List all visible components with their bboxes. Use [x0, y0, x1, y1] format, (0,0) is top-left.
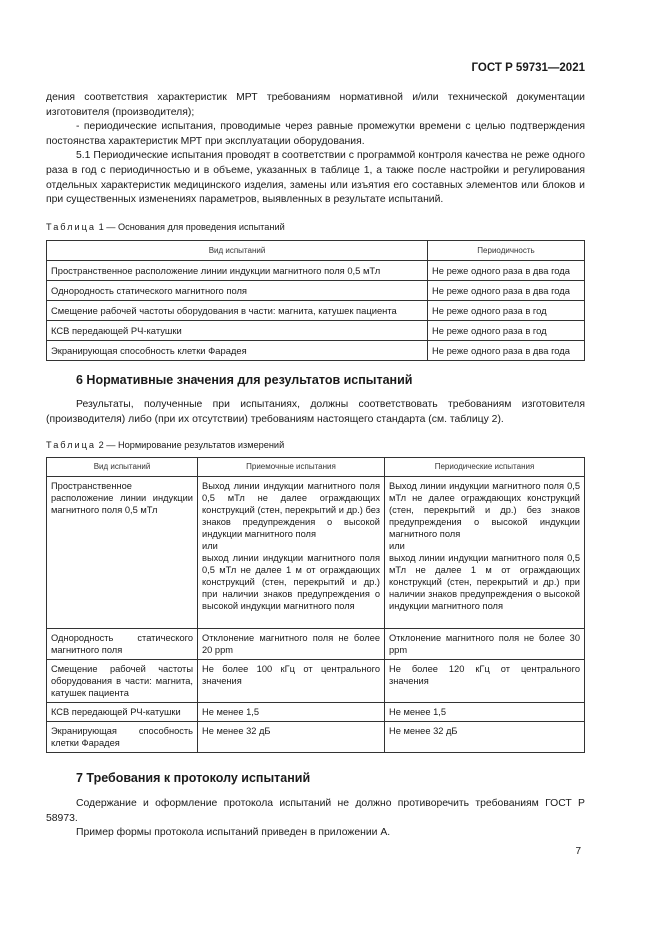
table-row: Однородность статического магнитного поля Отклонение магнитного поля не более 20 ppm Отклонение магнитного поля не более 30 ppm	[47, 628, 585, 659]
clause-5-1: 5.1 Периодические испытания проводят в соответствии с программой контроля качества не реже одного раза в год с периодичностью и в объеме, указанных в таблице 1, а также после настройки и регулирования отдельных характеристик медицинского изделия, замены или изъятия его составных элементов или блоков и при существенных изменениях параметров, выявленных в результате испытаний.	[46, 150, 585, 206]
section-7-paragraph-2: Пример формы протокола испытаний приведен в приложении А.	[76, 827, 391, 839]
table-row: Экранирующая способность клетки Фарадея Не реже одного раза в два года	[47, 340, 585, 360]
table1-caption: Таблица 1 — Основания для проведения испытаний	[46, 222, 285, 232]
table-row: Смещение рабочей частоты оборудования в части: магнита, катушек пациента Не более 100 кГц от центрального значения Не более 120 кГц от центрального значения	[47, 659, 585, 702]
table2-header-acceptance: Приемочные испытания	[198, 457, 385, 476]
section-7-title: 7 Требования к протоколу испытаний	[76, 771, 311, 785]
table-row: Однородность статического магнитного поля Не реже одного раза в два года	[47, 280, 585, 300]
intro-paragraph-2: - периодические испытания, проводимые через равные промежутки времени с целью подтверждения постоянства характеристик МРТ при эксплуатации оборудования.	[46, 121, 585, 147]
section-6-title: 6 Нормативные значения для результатов испытаний	[76, 373, 413, 387]
table-row: КСВ передающей РЧ-катушки Не реже одного раза в год	[47, 320, 585, 340]
table2-header-type: Вид испытаний	[47, 457, 198, 476]
table1-header-type: Вид испытаний	[47, 240, 428, 260]
table2-header-periodic: Периодические испытания	[385, 457, 585, 476]
table-2	[46, 457, 585, 753]
table2-caption: Таблица 2 — Нормирование результатов измерений	[46, 440, 285, 450]
table1-header-period: Периодичность	[428, 240, 585, 260]
section-7-paragraph-1: Содержание и оформление протокола испытаний не должно противоречить требованиям ГОСТ Р 58973.	[46, 798, 585, 824]
section-6-paragraph: Результаты, полученные при испытаниях, должны соответствовать требованиям изготовителя (производителя) либо (при их отсутствии) требованиям настоящего стандарта (см. таблицу 2).	[46, 399, 585, 425]
page-number: 7	[575, 846, 581, 857]
intro-paragraph-1: дения соответствия характеристик МРТ требованиям нормативной и/или технической документации изготовителя (производителя);	[46, 92, 585, 118]
table-row: Пространственное расположение линии индукции магнитного поля 0,5 мТл Выход линии индукции магнитного поля 0,5 мТл не далее ограждающих конструкций (стен, перекрытий и др.) без знаков предупреждения о высокой индукции магнитного поля или выход линии индукции магнитного поля 0,5 мТл не далее 1 м от ограждающих конструкций (стен, перекрытий и др.) при наличии знаков предупреждения о высокой индукции магнитного поля Выход линии индукции магнитного поля 0,5 мТл не далее ограждающих конструкций (стен, перекрытий и др.) без знаков предупреждения о высокой индукции магнитного поля или выход линии индукции магнитного поля 0,5 мТл не далее 1 м от ограждающих конструкций (стен, перекрытий и др.) при наличии знаков предупреждения о высокой индукции магнитного поля	[47, 476, 585, 628]
table-row: Смещение рабочей частоты оборудования в части: магнита, катушек пациента Не реже одного раза в год	[47, 300, 585, 320]
table-row: КСВ передающей РЧ-катушки Не менее 1,5 Не менее 1,5	[47, 702, 585, 721]
table-row: Пространственное расположение линии индукции магнитного поля 0,5 мТл Не реже одного раза в два года	[47, 260, 585, 280]
table-1	[46, 240, 585, 361]
table-row: Экранирующая способность клетки Фарадея Не менее 32 дБ Не менее 32 дБ	[47, 721, 585, 752]
document-code: ГОСТ Р 59731—2021	[471, 62, 585, 74]
